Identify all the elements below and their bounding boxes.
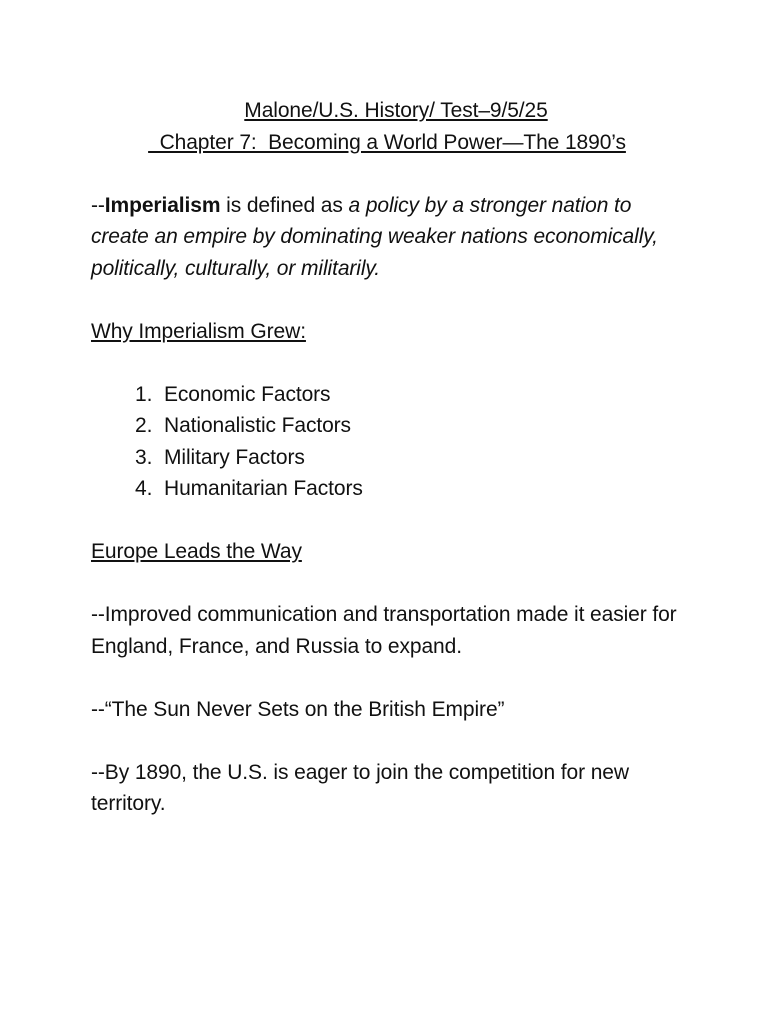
europe-paragraph-us-eager: --By 1890, the U.S. is eager to join the competition for new territory. [91, 760, 629, 815]
list-number: 4. [135, 477, 153, 500]
spacer [91, 505, 691, 537]
list-number: 3. [135, 445, 153, 469]
list-item-label: Military Factors [164, 445, 305, 469]
chapter-title: Chapter 7: Becoming a World Power—The 1890’s [148, 130, 626, 154]
document-title: Malone/U.S. History/ Test–9/5/25 [244, 99, 548, 122]
factors-list [91, 379, 691, 505]
definition-connector: is defined as [220, 193, 349, 217]
list-number: 2. [135, 414, 153, 437]
spacer [91, 347, 691, 379]
spacer [91, 158, 691, 190]
europe-paragraph-british-empire: --“The Sun Never Sets on the British Empire” [91, 697, 505, 721]
list-item [91, 473, 691, 505]
europe-paragraph-communication: --Improved communication and transportation made it easier for England, France, and Russia to expand. [91, 603, 677, 658]
europe-heading: Europe Leads the Way [91, 540, 302, 563]
list-item [91, 442, 691, 474]
list-item [91, 410, 691, 442]
why-imperialism-heading: Why Imperialism Grew: [91, 319, 306, 343]
definition-prefix: -- [91, 193, 105, 217]
spacer [91, 725, 691, 757]
spacer [91, 284, 691, 316]
spacer [91, 662, 691, 694]
imperialism-definition [91, 190, 691, 285]
list-number: 1. [135, 382, 153, 406]
list-item-label: Humanitarian Factors [164, 477, 363, 500]
definition-text: a policy by a stronger nation to create an empire by dominating weaker nations economically, politically, culturally, or militarily. [91, 193, 658, 280]
definition-term: Imperialism [104, 193, 221, 217]
list-item [91, 379, 691, 411]
spacer [91, 568, 691, 600]
list-item-label: Nationalistic Factors [164, 414, 351, 437]
list-item-label: Economic Factors [164, 382, 331, 406]
document-content [91, 95, 691, 820]
